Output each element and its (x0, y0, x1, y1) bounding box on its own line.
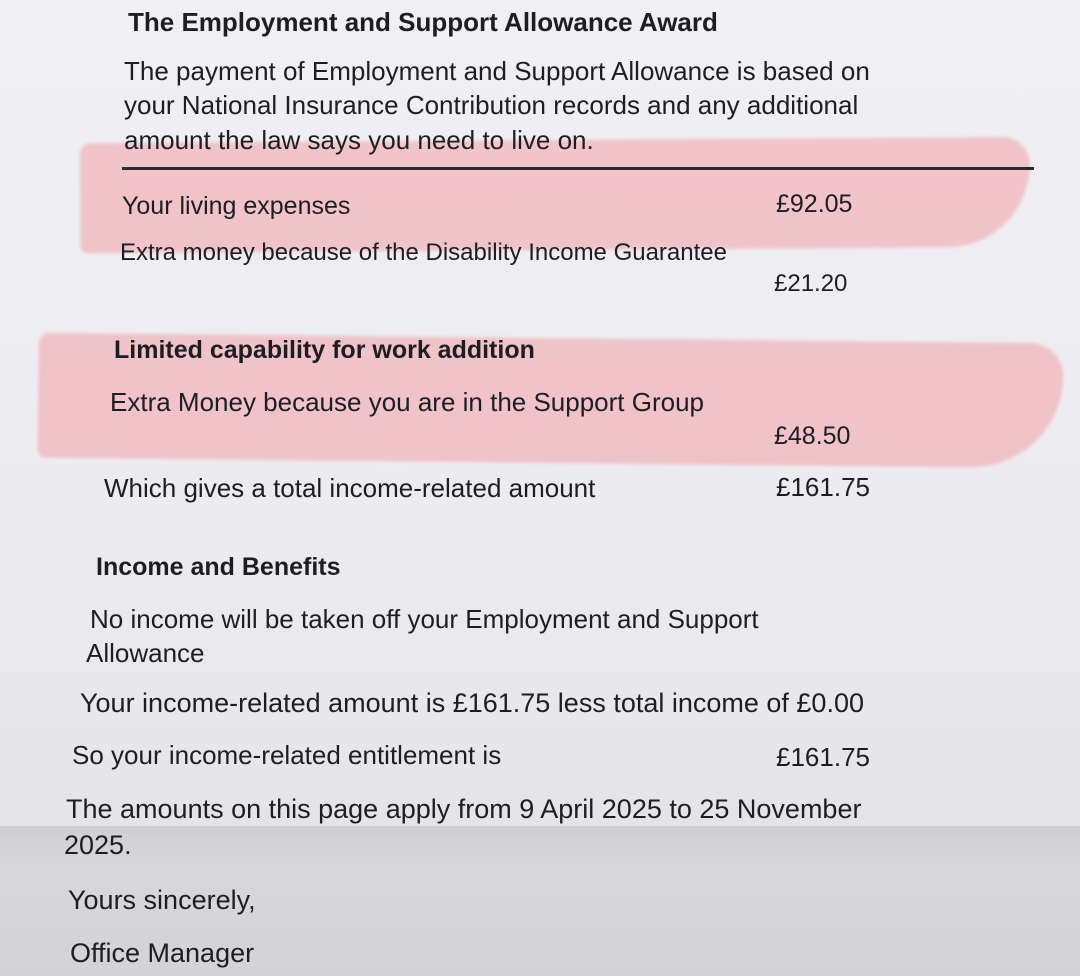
entitlement-label: So your income-related entitlement is (72, 740, 502, 770)
entitlement-amount: £161.75 (776, 742, 870, 772)
signatory: Office Manager (70, 938, 255, 968)
sign-off: Yours sincerely, (68, 885, 256, 915)
living-expenses-amount: £92.05 (776, 190, 853, 218)
dig-label: Extra money because of the Disability Income Guarantee (120, 239, 727, 266)
award-heading: The Employment and Support Allowance Award (128, 7, 718, 37)
total-amount: £161.75 (776, 472, 870, 502)
dig-amount: £21.20 (774, 270, 848, 297)
dates-line-2: 2025. (64, 830, 132, 860)
no-income-line-1: No income will be taken off your Employment and Support (90, 604, 759, 634)
income-related-line: Your income-related amount is £161.75 less total income of £0.00 (80, 688, 864, 718)
total-label: Which gives a total income-related amount (104, 473, 596, 503)
support-group-label: Extra Money because you are in the Support Group (110, 387, 705, 417)
support-group-amount: £48.50 (774, 422, 851, 450)
dates-line-1: The amounts on this page apply from 9 April 2025 to 25 November (66, 794, 862, 824)
living-expenses-label: Your living expenses (122, 192, 351, 220)
no-income-line-2: Allowance (86, 638, 205, 668)
section-divider (122, 167, 1034, 170)
income-heading: Income and Benefits (96, 553, 341, 581)
lcw-heading: Limited capability for work addition (114, 336, 535, 364)
award-intro-line-2: your National Insurance Contribution records and any additional (124, 90, 859, 120)
award-intro-line-3: amount the law says you need to live on. (124, 125, 594, 155)
award-intro-line-1: The payment of Employment and Support Allowance is based on (124, 56, 870, 86)
